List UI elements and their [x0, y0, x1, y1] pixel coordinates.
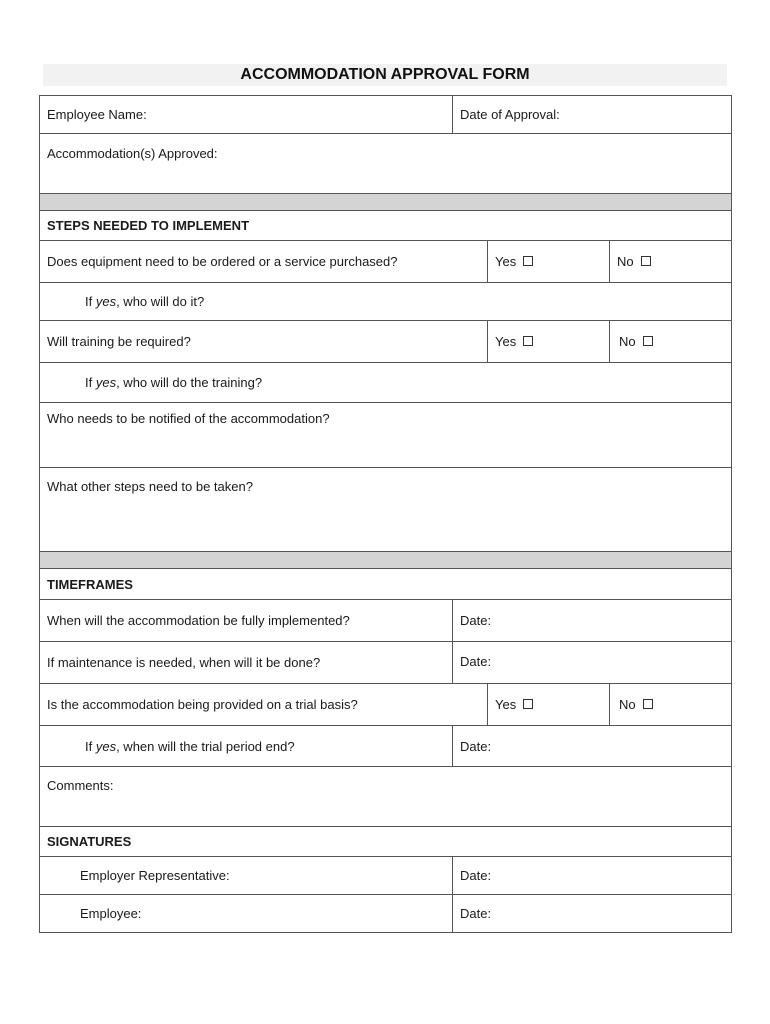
yes-label: Yes: [495, 697, 517, 712]
row-fully-implemented: [40, 600, 732, 642]
shaded-divider: [40, 552, 732, 569]
row-notified: [40, 403, 732, 468]
employer-rep-date-field[interactable]: [453, 857, 732, 895]
employer-rep-label: Employer Representative:: [80, 868, 230, 883]
equipment-yes-option[interactable]: [488, 241, 610, 283]
row-trial: [40, 684, 732, 726]
row-equipment: [40, 241, 732, 283]
date-label: Date:: [460, 654, 492, 669]
checkbox-icon[interactable]: [643, 336, 653, 346]
no-label: No: [619, 697, 636, 712]
checkbox-icon[interactable]: [641, 256, 651, 266]
fully-implemented-question: When will the accommodation be fully implemented?: [40, 600, 453, 642]
timeframes-heading: TIMEFRAMES: [40, 569, 732, 600]
employer-rep-signature-field[interactable]: [40, 857, 453, 895]
date-of-approval-field[interactable]: [453, 96, 732, 134]
training-followup-field[interactable]: [40, 363, 732, 403]
yes-label: Yes: [495, 254, 517, 269]
followup-emphasis: yes: [95, 738, 117, 754]
form-title: ACCOMMODATION APPROVAL FORM: [43, 64, 727, 86]
followup-emphasis: yes: [95, 294, 117, 309]
followup-suffix: , when will the trial period end?: [116, 738, 295, 754]
row-accommodations: [40, 134, 732, 194]
section-steps: [40, 211, 732, 241]
date-label: Date:: [460, 868, 492, 883]
section-signatures: [40, 827, 732, 857]
no-label: No: [617, 254, 634, 269]
row-equipment-followup: [40, 283, 732, 321]
row-employee-signature: [40, 895, 732, 933]
trial-end-question: [40, 726, 453, 767]
training-no-option[interactable]: [610, 321, 732, 363]
row-comments: [40, 767, 732, 827]
training-yes-option[interactable]: [488, 321, 610, 363]
row-employer-signature: [40, 857, 732, 895]
accommodations-approved-label: Accommodation(s) Approved:: [47, 146, 218, 161]
date-of-approval-label: Date of Approval:: [460, 107, 560, 122]
row-maintenance: [40, 642, 732, 684]
employee-date-field[interactable]: [453, 895, 732, 933]
checkbox-icon[interactable]: [523, 256, 533, 266]
equipment-no-option[interactable]: [610, 241, 732, 283]
followup-prefix: If: [85, 738, 96, 754]
row-training-followup: [40, 363, 732, 403]
trial-end-date-field[interactable]: [453, 726, 732, 767]
shaded-divider: [40, 194, 732, 211]
yes-label: Yes: [495, 334, 517, 349]
employee-name-field[interactable]: [40, 96, 453, 134]
row-other-steps: [40, 468, 732, 552]
trial-question: Is the accommodation being provided on a trial basis?: [40, 684, 488, 726]
equipment-followup-field[interactable]: [40, 283, 732, 321]
accommodations-approved-field[interactable]: [40, 134, 732, 194]
notified-question: Who needs to be notified of the accommodation?: [47, 411, 330, 426]
employee-label: Employee:: [80, 906, 142, 921]
trial-no-option[interactable]: [610, 684, 732, 726]
signatures-heading: SIGNATURES: [40, 827, 732, 857]
followup-emphasis: yes: [95, 375, 117, 390]
no-label: No: [619, 334, 636, 349]
date-label: Date:: [460, 739, 492, 754]
row-training: [40, 321, 732, 363]
row-trial-end: [40, 726, 732, 767]
fully-implemented-date-field[interactable]: [453, 600, 732, 642]
notified-field[interactable]: [40, 403, 732, 468]
followup-prefix: If: [85, 294, 96, 309]
date-label: Date:: [460, 906, 492, 921]
employee-signature-field[interactable]: [40, 895, 453, 933]
followup-suffix: , who will do the training?: [116, 375, 263, 390]
maintenance-date-field[interactable]: [453, 642, 732, 684]
other-steps-question: What other steps need to be taken?: [47, 479, 253, 494]
date-label: Date:: [460, 613, 492, 628]
approval-form: [39, 95, 732, 933]
followup-prefix: If: [85, 375, 96, 390]
checkbox-icon[interactable]: [523, 336, 533, 346]
checkbox-icon[interactable]: [523, 699, 533, 709]
followup-suffix: , who will do it?: [116, 294, 205, 309]
employee-name-label: Employee Name:: [47, 107, 147, 122]
row-employee: [40, 96, 732, 134]
checkbox-icon[interactable]: [643, 699, 653, 709]
comments-label: Comments:: [47, 778, 114, 793]
maintenance-question: If maintenance is needed, when will it be done?: [40, 642, 453, 684]
trial-yes-option[interactable]: [488, 684, 610, 726]
other-steps-field[interactable]: [40, 468, 732, 552]
section-timeframes: [40, 569, 732, 600]
equipment-question: Does equipment need to be ordered or a service purchased?: [40, 241, 488, 283]
comments-field[interactable]: [40, 767, 732, 827]
training-question: Will training be required?: [40, 321, 488, 363]
steps-heading: STEPS NEEDED TO IMPLEMENT: [40, 211, 732, 241]
